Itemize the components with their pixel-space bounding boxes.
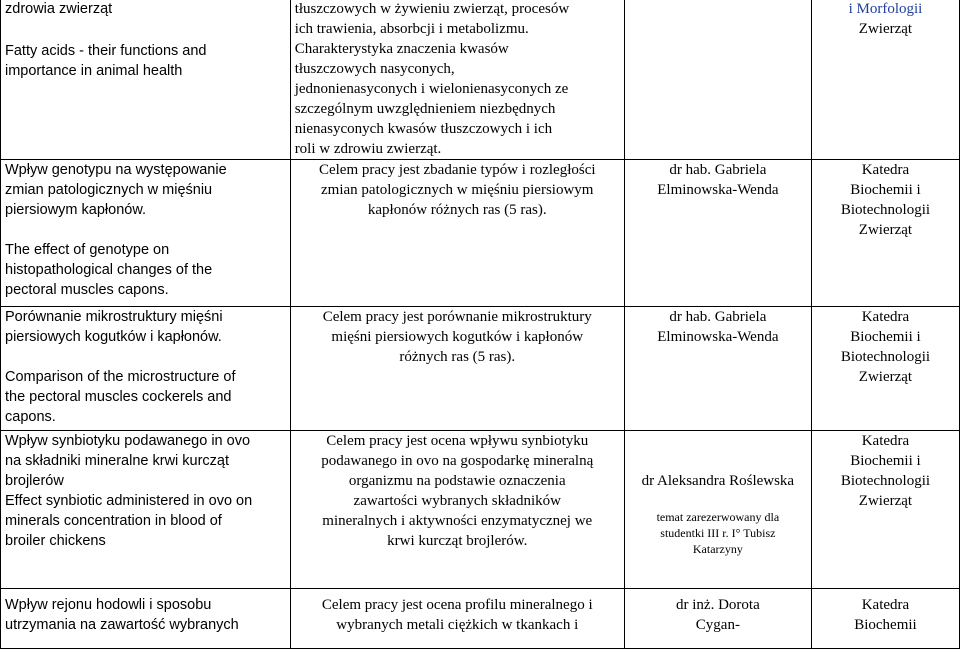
- department-line: Zwierząt: [858, 222, 913, 238]
- supervisor-cell: [624, 431, 811, 589]
- title-en-line: histopathological changes of the: [5, 262, 213, 278]
- description-line: Celem pracy jest porównanie mikrostruktury: [322, 309, 592, 325]
- supervisor-cell: [624, 160, 811, 307]
- description-cell: [290, 160, 624, 307]
- department-line: Biochemii i: [850, 453, 921, 469]
- title-line: minerals concentration in blood of: [5, 513, 222, 529]
- description-line: krwi kurcząt brojlerów.: [387, 533, 528, 549]
- title-line: utrzymania na zawartość wybranych: [5, 617, 239, 633]
- title-pl-line: zdrowia zwierząt: [5, 1, 113, 17]
- title-en-line: capons.: [5, 409, 56, 425]
- department-line: Zwierząt: [858, 493, 913, 509]
- topic-title-cell: [1, 307, 291, 431]
- department-cell: [811, 160, 959, 307]
- supervisor-line: Elminowska-Wenda: [657, 182, 779, 198]
- description-cell: [290, 589, 624, 649]
- supervisor-line: dr inż. Dorota: [676, 597, 760, 613]
- description-line: zawartości wybranych składników: [353, 493, 561, 509]
- description-line: zmian patologicznych w mięśniu piersiowym: [321, 182, 594, 198]
- title-line: Wpływ synbiotyku podawanego in ovo: [5, 433, 251, 449]
- description-line: różnych ras (5 ras).: [399, 349, 516, 365]
- title-en-line: The effect of genotype on: [5, 242, 170, 258]
- description-line: tłuszczowych w żywieniu zwierząt, procesów: [294, 1, 570, 17]
- title-en-line: Comparison of the microstructure of: [5, 369, 236, 385]
- department-line: Biotechnologii: [840, 349, 931, 365]
- department-cell: [811, 0, 959, 160]
- description-line: Charakterystyka znaczenia kwasów: [294, 41, 509, 57]
- description-line: Celem pracy jest zbadanie typów i rozległości: [318, 162, 596, 178]
- title-en-line: importance in animal health: [5, 63, 183, 79]
- department-line: Katedra: [861, 597, 910, 613]
- description-line: tłuszczowych nasyconych,: [294, 61, 455, 77]
- department-line: Biochemii i: [850, 329, 921, 345]
- title-line: brojlerów: [5, 473, 64, 489]
- description-line: kapłonów różnych ras (5 ras).: [367, 202, 547, 218]
- department-line: Katedra: [861, 162, 910, 178]
- title-pl-line: piersiowych kogutków i kapłonów.: [5, 329, 222, 345]
- table-row: [1, 431, 960, 589]
- department-line: Katedra: [861, 433, 910, 449]
- supervisor-line: dr hab. Gabriela: [669, 309, 767, 325]
- department-line: Biotechnologii: [840, 473, 931, 489]
- supervisor-line: dr Aleksandra Roślewska: [641, 473, 795, 489]
- title-pl-line: zmian patologicznych w mięśniu: [5, 182, 213, 198]
- title-en-line: pectoral muscles capons.: [5, 282, 169, 298]
- supervisor-line: Cygan-: [695, 617, 740, 633]
- title-line: Wpływ rejonu hodowli i sposobu: [5, 597, 212, 613]
- department-line: Biochemii: [854, 617, 917, 633]
- table-row: [1, 160, 960, 307]
- description-cell: [290, 307, 624, 431]
- description-cell: [290, 0, 624, 160]
- department-cell: [811, 589, 959, 649]
- supervisor-line: dr hab. Gabriela: [669, 162, 767, 178]
- topic-title-cell: [1, 0, 291, 160]
- description-line: szczególnym uwzględnieniem niezbędnych: [294, 101, 556, 117]
- title-line: Effect synbiotic administered in ovo on: [5, 493, 253, 509]
- table-row: [1, 0, 960, 160]
- supervisor-cell: [624, 589, 811, 649]
- department-line: Zwierząt: [858, 369, 913, 385]
- topic-title-cell: [1, 160, 291, 307]
- department-cell: [811, 431, 959, 589]
- topic-title-cell: [1, 589, 291, 649]
- title-en-line: the pectoral muscles cockerels and: [5, 389, 232, 405]
- description-line: podawanego in ovo na gospodarkę mineralną: [321, 453, 594, 469]
- reserved-note-line: temat zarezerwowany dla: [656, 510, 780, 524]
- description-line: jednonienasyconych i wielonienasyconych ze: [294, 81, 569, 97]
- reserved-note-line: studentki III r. I° Tubisz: [660, 526, 776, 540]
- description-line: Celem pracy jest ocena profilu mineralnego i: [321, 597, 593, 613]
- description-line: wybranych metali ciężkich w tkankach i: [336, 617, 579, 633]
- description-line: organizmu na podstawie oznaczenia: [348, 473, 566, 489]
- description-cell: [290, 431, 624, 589]
- department-line: Biotechnologii: [840, 202, 931, 218]
- topic-title-cell: [1, 431, 291, 589]
- table-row: [1, 589, 960, 649]
- supervisor-line: Elminowska-Wenda: [657, 329, 779, 345]
- description-line: nienasyconych kwasów tłuszczowych i ich: [294, 121, 553, 137]
- title-en-line: Fatty acids - their functions and: [5, 43, 207, 59]
- description-line: roli w zdrowiu zwierząt.: [294, 141, 442, 157]
- department-line: i Morfologii: [848, 1, 923, 17]
- description-line: mięśni piersiowych kogutków i kapłonów: [331, 329, 584, 345]
- supervisor-cell: [624, 0, 811, 160]
- title-pl-line: Wpływ genotypu na występowanie: [5, 162, 227, 178]
- description-line: Celem pracy jest ocena wpływu synbiotyku: [326, 433, 589, 449]
- description-line: ich trawienia, absorbcji i metabolizmu.: [294, 21, 529, 37]
- description-line: mineralnych i aktywności enzymatycznej we: [322, 513, 593, 529]
- title-pl-line: Porównanie mikrostruktury mięśni: [5, 309, 223, 325]
- department-cell: [811, 307, 959, 431]
- title-pl-line: piersiowym kapłonów.: [5, 202, 147, 218]
- supervisor-cell: [624, 307, 811, 431]
- department-line: Biochemii i: [850, 182, 921, 198]
- title-line: broiler chickens: [5, 533, 106, 549]
- table-row: [1, 307, 960, 431]
- department-line: Katedra: [861, 309, 910, 325]
- title-line: na składniki mineralne krwi kurcząt: [5, 453, 230, 469]
- reserved-note-line: Katarzyny: [692, 542, 743, 556]
- department-line: Zwierząt: [858, 21, 913, 37]
